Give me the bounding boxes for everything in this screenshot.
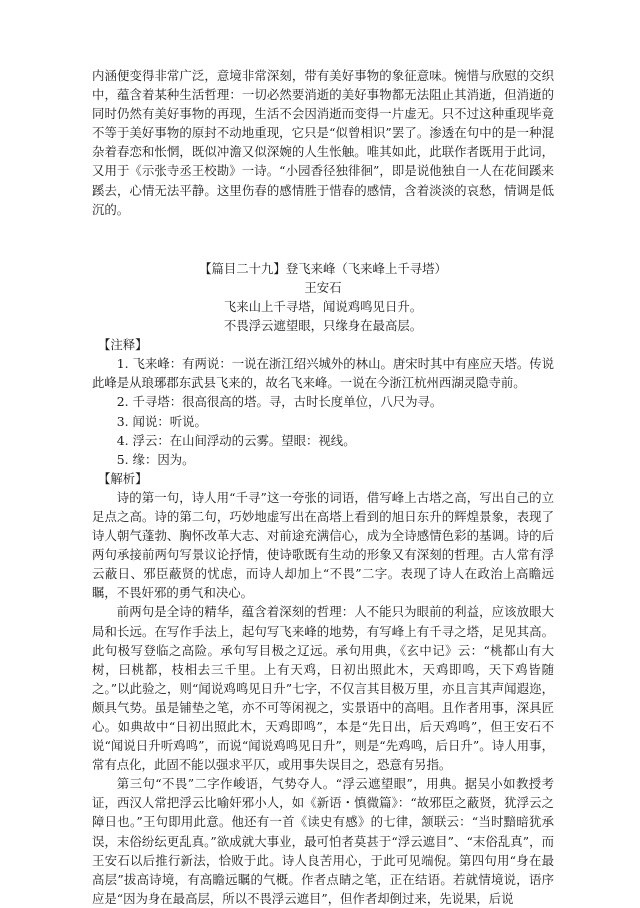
analysis-paragraph-1: 诗的第一句，诗人用“千寻”这一夸张的词语，借写峰上古塔之高，写出自己的立足点之高。诗的第二句，巧妙地虚写出在高塔上看到的旭日东升的辉煌景象，表现了诗人朝气蓬勃、胸怀改革大志、对前途充满信心，成为全诗感情色彩的基调。诗的后两句承接前两句写景议论抒情，使诗歌既有生动的形象又有深刻的哲理。古人常有浮云蔽日、邪臣蔽贤的忧虑，而诗人却加上“不畏”二字。表现了诗人在政治上高瞻远瞩，不畏奸邪的勇气和决心。 (92, 489, 554, 601)
note-item-2: 2. 千寻塔：很高很高的塔。寻，古时长度单位，八尺为寻。 (116, 394, 443, 410)
note-item-3: 3. 闻说：听说。 (116, 413, 207, 429)
intro-paragraph: 内涵便变得非常广泛，意境非常深刻，带有美好事物的象征意味。惋惜与欣慰的交织中，蕴含着某种生活哲理：一切必然要消逝的美好事物都无法阻止其消逝，但消逝的同时仍然有美好事物的再现，生活不会因消逝而变得一片虚无。只不过这种重现毕竟不等于美好事物的原封不动地重现，它只是“似曾相识”罢了。渗透在句中的是一种混杂着春恋和怅惘，既似冲澹又似深婉的人生怅触。唯其如此，此联作者既用于此词，又用于《示张寺丞王校勘》一诗。“小园香径独徘徊”，即是说他独自一人在花间蹊来蹊去，心情无法平静。这里伤春的感情胜于惜春的感情，含着淡淡的哀愁，情调是低沉的。 (92, 68, 554, 217)
poem-line-1: 飞来山上千寻塔，闻说鸡鸣见日升。 (223, 298, 423, 314)
note-item-5: 5. 缘：因为。 (116, 451, 195, 467)
poem-author: 王安石 (304, 279, 342, 295)
section-gap (92, 219, 554, 259)
document-page (92, 66, 554, 908)
note-item-1: 1. 飞来峰：有两说：一说在浙江绍兴城外的林山。唐宋时其中有座应天塔。传说此峰是从琅琊郡东武县飞来的，故名飞来峰。一说在今浙江杭州西湖灵隐寺前。 (92, 356, 554, 391)
analysis-paragraph-2: 前两句是全诗的精华，蕴含着深刻的哲理：人不能只为眼前的利益，应该放眼大局和长远。在写作手法上，起句写飞来峰的地势，有写峰上有千寻之塔，足见其高。此句极写登临之高险。承句写目极之辽远。承句用典，《玄中记》云：“桃都山有大树，曰桃都，枝相去三千里。上有天鸡，日初出照此木，天鸡即鸣，天下鸡皆随之。”以此验之，则“闻说鸡鸣见日升”七字，不仅言其目极万里，亦且言其声闻遐迩，颇具气势。虽是铺垫之笔，亦不可等闲视之，实景语中的高唱。且作者用事，深具匠心。如典故中“日初出照此木，天鸡即鸣”，本是“先日出，后天鸡鸣”，但王安石不说“闻说日升听鸡鸣”，而说“闻说鸡鸣见日升”，则是“先鸡鸣，后日升”。诗人用事，常有点化，此固不能以强求平仄，或用事失误目之，恐意有另指。 (92, 604, 554, 773)
poem-heading: 【篇目二十九】登飞来峰（飞来峰上千寻塔） (199, 260, 447, 276)
note-item-4: 4. 浮云：在山间浮动的云雾。望眼：视线。 (116, 432, 356, 448)
analysis-paragraph-3: 第三句“不畏”二字作峻语，气势夺人。“浮云遮望眼”，用典。据吴小如教授考证，西汉人常把浮云比喻奸邪小人，如《新语・慎微篇》：“故邪臣之蔽贤，犹浮云之障日也。”王句即用此意。他还有一首《读史有感》的七律，颔联云：“当时黯暗犹承误，末俗纷纭更乱真。”欲成就大事业，最可怕者莫甚于“浮云遮目”、“末俗乱真”，而王安石以后推行新法，恰败于此。诗人良苦用心，于此可见端倪。第四句用“身在最高层”拔高诗境，有高瞻远瞩的气概。作者点睛之笔，正在结语。若就情境说，语序应是“因为身在最高层，所以不畏浮云遮目”，但作者却倒过来，先说果，后说 (92, 776, 554, 906)
poem-line-2: 不畏浮云遮望眼，只缘身在最高层。 (223, 318, 423, 334)
notes-label: 【注释】 (98, 337, 148, 353)
analysis-label: 【解析】 (98, 470, 148, 486)
